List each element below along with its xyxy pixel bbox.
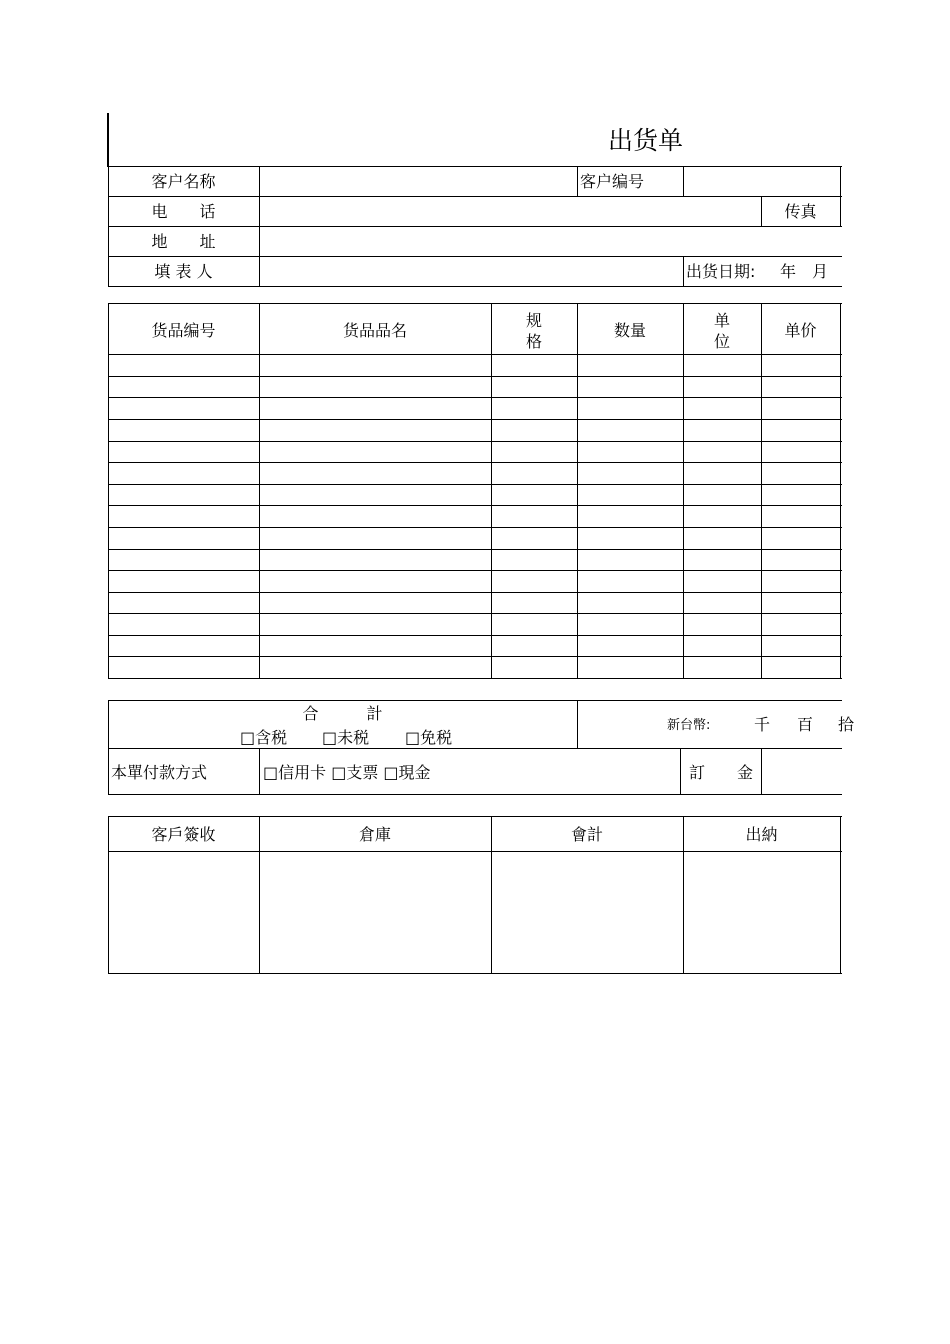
hundred-label: 百 [797,715,814,734]
payment-options[interactable]: □信用卡 □支票 □現金 [263,763,431,782]
cashier-label: 出納 [745,825,778,844]
title-left-bar [107,113,109,167]
tax-excluded-option[interactable]: □未税 [322,728,370,747]
ten-label-clip [838,715,855,735]
filler-label: 填 表 人 [154,262,213,281]
fax-label: 传真 [784,202,817,221]
phone-label: 电 话 [151,202,216,221]
customer-sign-label: 客戶簽收 [151,825,216,844]
customer-no-label: 客户编号 [580,172,645,191]
tax-exempt-option[interactable]: □免税 [405,728,453,747]
page-title: 出货单 [608,126,684,155]
payment-label: 本單付款方式 [111,763,208,782]
col-spec: 规 格 [525,311,542,351]
col-unit-price: 单价 [784,321,817,340]
month-label: 月 [812,262,829,281]
customer-name-label: 客户名称 [151,172,216,191]
thousand-label: 千 [754,715,771,734]
ten-label: 拾 [838,715,855,734]
year-label: 年 [780,262,797,281]
col-item-name: 货品品名 [342,321,407,340]
col-item-no: 货品编号 [151,321,216,340]
warehouse-label: 倉庫 [358,825,391,844]
currency-label: 新台幣: [667,718,711,733]
ship-date-label: 出货日期: [686,262,756,281]
address-label: 地 址 [151,232,216,251]
tax-included-option[interactable]: □含税 [240,728,288,747]
col-unit: 单 位 [713,311,730,351]
total-label: 合 計 [302,704,383,723]
col-quantity: 数量 [613,321,646,340]
accounting-label: 會計 [570,825,603,844]
deposit-label: 訂 金 [689,763,754,782]
